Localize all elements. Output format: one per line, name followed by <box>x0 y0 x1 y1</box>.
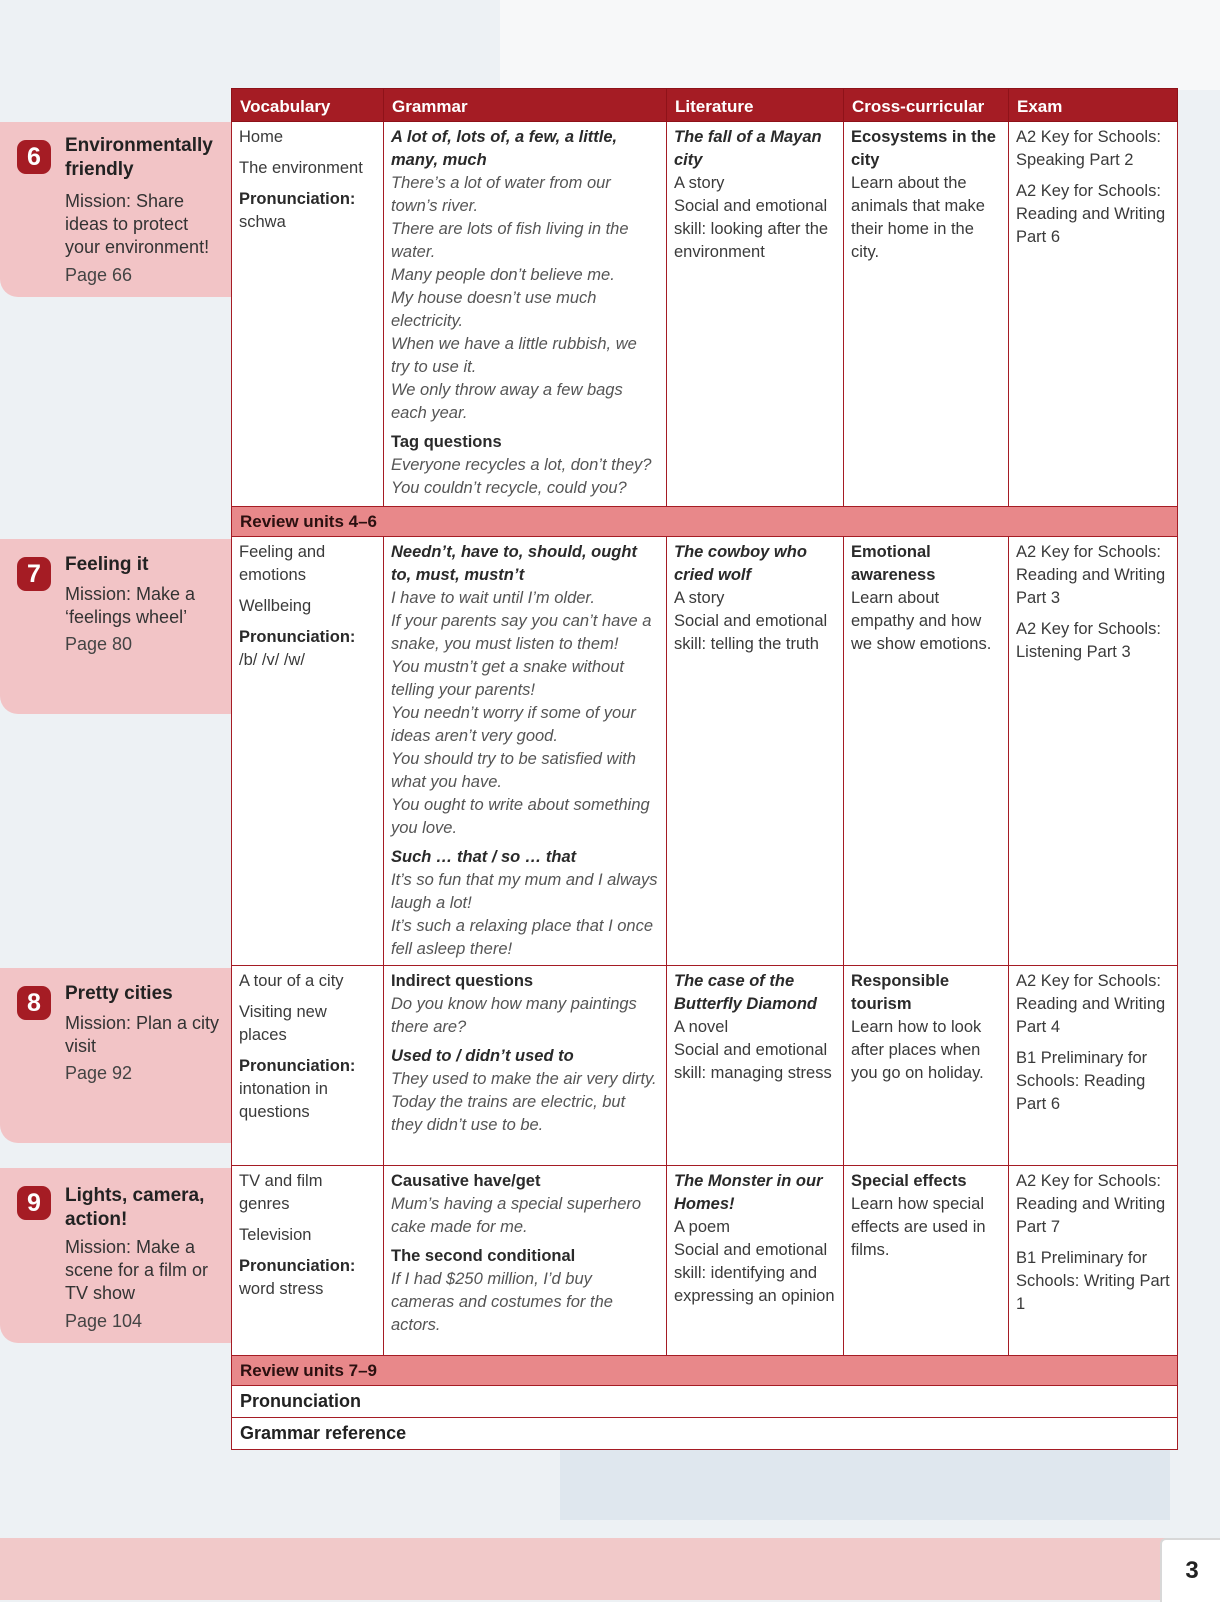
unit-title: Lights, camera, action! <box>65 1185 205 1230</box>
grammar-heading: Indirect questions <box>391 972 534 990</box>
pronunciation-label: Pronunciation: <box>239 1257 356 1275</box>
vocab-item: Feeling and emotions <box>239 543 326 584</box>
unit-card-7 <box>0 539 232 714</box>
pronunciation-value: /b/ /v/ /w/ <box>239 651 306 669</box>
unit-number: 9 <box>17 1186 51 1220</box>
literature-title: The fall of a Mayan city <box>674 128 822 169</box>
table-header-row <box>232 89 1178 122</box>
pronunciation-label: Pronunciation: <box>239 190 356 208</box>
exam-cell <box>1009 122 1178 507</box>
pronunciation-value: intonation in questions <box>239 1080 328 1121</box>
unit-page: Page 92 <box>65 1063 133 1083</box>
grammar-cell <box>384 537 667 966</box>
vocab-item: Home <box>239 128 284 146</box>
literature-title: The cowboy who cried wolf <box>674 543 807 584</box>
grammar-heading: The second conditional <box>391 1247 576 1265</box>
grammar-example: Mum’s having a special superhero cake made for me. <box>391 1195 642 1236</box>
column-header-literature: Literature <box>667 89 844 122</box>
cross-curricular-cell <box>844 537 1009 966</box>
contents-table <box>231 88 1177 1450</box>
cross-curricular-text: Learn how to look after places when you go on holiday. <box>851 1018 984 1082</box>
literature-title: The Monster in our Homes! <box>674 1172 823 1213</box>
cross-curricular-text: Learn about empathy and how we show emotions. <box>851 589 992 653</box>
grammar-example: There are lots of fish living in the water. <box>391 220 629 261</box>
unit-mission: Mission: Plan a city visit <box>65 1013 220 1056</box>
unit-card-6 <box>0 122 232 297</box>
unit-number: 8 <box>17 986 51 1020</box>
grammar-example: If your parents say you can’t have a snake, you must listen to them! <box>391 612 652 653</box>
exam-item: B1 Preliminary for Schools: Reading Part 6 <box>1016 1049 1148 1113</box>
grammar-example: You needn’t worry if some of your ideas aren’t very good. <box>391 704 636 745</box>
exam-item: A2 Key for Schools: Reading and Writing Part 6 <box>1016 182 1166 246</box>
background-top <box>500 0 1220 90</box>
column-header-vocabulary: Vocabulary <box>232 89 384 122</box>
unit-page: Page 80 <box>65 634 133 654</box>
grammar-example: We only throw away a few bags each year. <box>391 381 623 422</box>
unit-title: Feeling it <box>65 554 149 575</box>
pronunciation-value: word stress <box>239 1280 324 1298</box>
cross-curricular-title: Emotional awareness <box>851 543 936 584</box>
column-header-cross-curricular: Cross-curricular <box>844 89 1009 122</box>
table-row-unit-8 <box>232 966 1178 1166</box>
cross-curricular-cell <box>844 1166 1009 1356</box>
bottom-band <box>0 1538 1220 1600</box>
literature-skill: Social and emotional skill: looking after the environment <box>674 197 829 261</box>
exam-item: A2 Key for Schools: Reading and Writing Part 3 <box>1016 543 1166 607</box>
cross-curricular-text: Learn how special effects are used in films. <box>851 1195 986 1259</box>
unit-title: Environmentally friendly <box>65 135 213 180</box>
unit-page: Page 104 <box>65 1311 143 1331</box>
literature-type: A novel <box>674 1018 729 1036</box>
grammar-example: You should try to be satisfied with what you have. <box>391 750 636 791</box>
grammar-cell <box>384 966 667 1166</box>
review-units-4-6: Review units 4–6 <box>232 507 1178 537</box>
pronunciation-section: Pronunciation <box>232 1386 1178 1418</box>
literature-title: The case of the Butterfly Diamond <box>674 972 818 1013</box>
grammar-cell <box>384 122 667 507</box>
review-row <box>232 1356 1178 1386</box>
grammar-cell <box>384 1166 667 1356</box>
grammar-reference-section: Grammar reference <box>232 1418 1178 1450</box>
exam-item: A2 Key for Schools: Listening Part 3 <box>1016 620 1161 661</box>
review-row <box>232 507 1178 537</box>
unit-mission: Mission: Make a scene for a film or TV show <box>65 1237 209 1303</box>
literature-cell <box>667 1166 844 1356</box>
literature-cell <box>667 966 844 1166</box>
exam-item: A2 Key for Schools: Reading and Writing Part 7 <box>1016 1172 1166 1236</box>
grammar-example: My house doesn’t use much electricity. <box>391 289 597 330</box>
cross-curricular-title: Responsible tourism <box>851 972 950 1013</box>
cross-curricular-text: Learn about the animals that make their home in the city. <box>851 174 985 261</box>
grammar-example: I have to wait until I’m older. <box>391 589 595 607</box>
table-row-unit-9 <box>232 1166 1178 1356</box>
column-header-grammar: Grammar <box>384 89 667 122</box>
vocabulary-cell <box>232 122 384 507</box>
grammar-reference-row <box>232 1418 1178 1450</box>
unit-mission: Mission: Share ideas to protect your environment! <box>65 191 210 257</box>
grammar-example: When we have a little rubbish, we try to use it. <box>391 335 637 376</box>
cross-curricular-title: Special effects <box>851 1172 967 1190</box>
unit-number: 6 <box>17 140 51 174</box>
literature-cell <box>667 122 844 507</box>
exam-cell <box>1009 1166 1178 1356</box>
exam-item: A2 Key for Schools: Reading and Writing Part 4 <box>1016 972 1166 1036</box>
exam-cell <box>1009 966 1178 1166</box>
unit-card-9 <box>0 1168 232 1343</box>
table-row-unit-6 <box>232 122 1178 507</box>
grammar-example: Many people don’t believe me. <box>391 266 615 284</box>
unit-page: Page 66 <box>65 265 133 285</box>
grammar-example: You ought to write about something you love. <box>391 796 650 837</box>
grammar-heading: Used to / didn’t used to <box>391 1047 574 1065</box>
pronunciation-label: Pronunciation: <box>239 1057 356 1075</box>
exam-item: B1 Preliminary for Schools: Writing Part 1 <box>1016 1249 1170 1313</box>
grammar-heading: Tag questions <box>391 433 502 451</box>
grammar-example: They used to make the air very dirty. <box>391 1070 657 1088</box>
literature-skill: Social and emotional skill: telling the truth <box>674 612 828 653</box>
vocab-item: Television <box>239 1226 312 1244</box>
grammar-example: It’s such a relaxing place that I once fell asleep there! <box>391 917 654 958</box>
literature-skill: Social and emotional skill: managing stress <box>674 1041 832 1082</box>
grammar-example: If I had $250 million, I’d buy cameras and costumes for the actors. <box>391 1270 613 1334</box>
vocabulary-cell <box>232 1166 384 1356</box>
exam-cell <box>1009 537 1178 966</box>
unit-card-8 <box>0 968 232 1143</box>
pronunciation-row <box>232 1386 1178 1418</box>
literature-skill: Social and emotional skill: identifying and expressing an opinion <box>674 1241 835 1305</box>
table-row-unit-7 <box>232 537 1178 966</box>
grammar-heading: Needn’t, have to, should, ought to, must, mustn’t <box>391 543 637 584</box>
unit-mission: Mission: Make a ‘feelings wheel’ <box>65 584 196 627</box>
literature-type: A story <box>674 174 725 192</box>
literature-type: A story <box>674 589 725 607</box>
cross-curricular-cell <box>844 122 1009 507</box>
grammar-example: It’s so fun that my mum and I always laugh a lot! <box>391 871 658 912</box>
grammar-example: There’s a lot of water from our town’s river. <box>391 174 611 215</box>
vocab-item: Visiting new places <box>239 1003 327 1044</box>
column-header-exam: Exam <box>1009 89 1178 122</box>
grammar-heading: A lot of, lots of, a few, a little, many, much <box>391 128 618 169</box>
grammar-example: Everyone recycles a lot, don’t they? <box>391 456 652 474</box>
literature-type: A poem <box>674 1218 730 1236</box>
cross-curricular-title: Ecosystems in the city <box>851 128 996 169</box>
grammar-heading: Causative have/get <box>391 1172 541 1190</box>
grammar-example: Do you know how many paintings there are? <box>391 995 637 1036</box>
grammar-heading: Such … that / so … that <box>391 848 577 866</box>
vocabulary-cell <box>232 537 384 966</box>
literature-cell <box>667 537 844 966</box>
exam-item: A2 Key for Schools: Speaking Part 2 <box>1016 128 1161 169</box>
review-units-7-9: Review units 7–9 <box>232 1356 1178 1386</box>
vocab-item: TV and film genres <box>239 1172 323 1213</box>
grammar-example: You mustn’t get a snake without telling your parents! <box>391 658 624 699</box>
page-number: 3 <box>1160 1538 1220 1602</box>
grammar-example: You couldn’t recycle, could you? <box>391 479 627 497</box>
grammar-example: Today the trains are electric, but they didn’t use to be. <box>391 1093 626 1134</box>
cross-curricular-cell <box>844 966 1009 1166</box>
vocab-item: A tour of a city <box>239 972 344 990</box>
unit-title: Pretty cities <box>65 983 173 1004</box>
vocab-item: The environment <box>239 159 363 177</box>
vocab-item: Wellbeing <box>239 597 312 615</box>
unit-number: 7 <box>17 557 51 591</box>
pronunciation-label: Pronunciation: <box>239 628 356 646</box>
pronunciation-value: schwa <box>239 213 286 231</box>
vocabulary-cell <box>232 966 384 1166</box>
